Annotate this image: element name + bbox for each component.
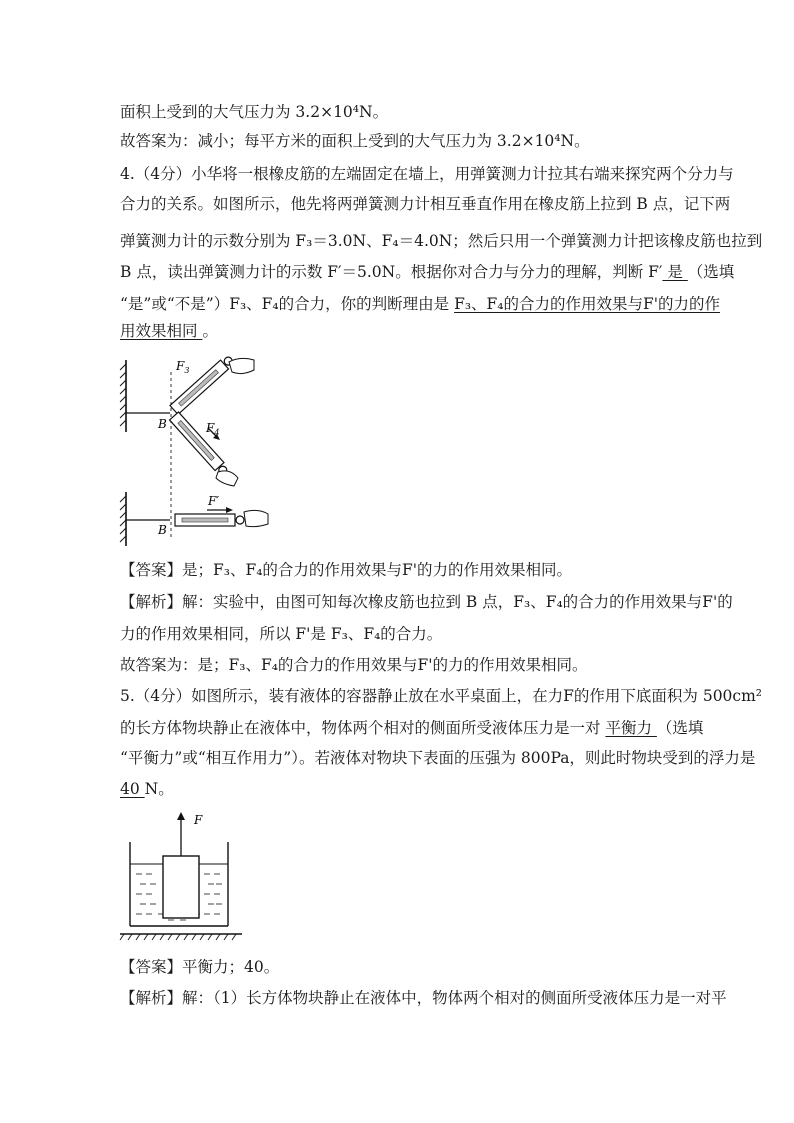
text-segment: 。 [202,322,218,340]
text-line [120,262,734,282]
text-line [120,718,703,738]
text-line: 合力的关系。如图所示，他先将两弹簧测力计相互垂直作用在橡皮筋上拉到 B 点，记下两 [120,195,731,213]
answer-line: 【答案】是；F₃、F₄的合力的作用效果与F'的力的作用效果相同。 [120,561,572,579]
text-line [120,321,218,341]
label-f4: $F_4$ [206,421,220,437]
liquid-container-figure [118,808,248,942]
answer-blank: 是 [662,263,688,281]
analysis-line: 【解析】解：实验中，由图可知每次橡皮筋也拉到 B 点，F₃、F₄的合力的作用效果与F'的 [120,593,733,611]
text-segment: B 点，读出弹簧测力计的示数 F′＝5.0N。根据你对合力与分力的理解，判断 F′ [120,263,663,281]
answer-blank: 平衡力 [605,719,657,737]
text-line [120,294,720,314]
text-line: “平衡力”或“相互作用力”）。若液体对物块下表面的压强为 800Pa，则此时物块受到的浮力是 [120,749,756,767]
text-segment: “是”或“不是”）F₃、F₄的合力，你的判断理由是 [120,295,455,313]
analysis-line: 【解析】解：（1）长方体物块静止在液体中，物体两个相对的侧面所受液体压力是一对平 [120,989,727,1007]
answer-blank: 用效果相同 [120,322,203,340]
label-force: F [194,813,203,827]
text-segment: 的长方体物块静止在液体中，物体两个相对的侧面所受液体压力是一对 [120,719,606,737]
label-b-bottom: B [158,523,167,537]
spring-scale-figure [112,350,272,550]
label-f3: $F_3$ [176,359,190,375]
answer-line: 【答案】平衡力；40。 [120,958,280,976]
text-segment: （选填 [687,263,735,281]
text-segment: N。 [144,780,174,798]
text-line: 故答案为：是；F₃、F₄的合力的作用效果与F'的力的作用效果相同。 [120,656,588,674]
label-b-top: B [158,417,167,431]
text-line: 面积上受到的大气压力为 3.2×10⁴N。 [120,103,389,121]
answer-blank: F₃、F₄的合力的作用效果与F'的力的作 [454,295,721,313]
text-line: 弹簧测力计的示数分别为 F₃＝3.0N、F₄＝4.0N；然后只用一个弹簧测力计把该橡皮筋也拉到 [120,232,763,250]
text-segment: （选填 [656,719,704,737]
answer-blank: 40 [120,780,145,798]
label-fprime: F′ [208,494,220,508]
question-4-line: 4.（4分）小华将一根橡皮筋的左端固定在墙上，用弹簧测力计拉其右端来探究两个分力与 [120,165,734,183]
text-line [120,779,174,799]
text-line: 力的作用效果相同，所以 F'是 F₃、F₄的合力。 [120,625,443,643]
text-line: 故答案为：减小；每平方米的面积上受到的大气压力为 3.2×10⁴N。 [120,132,590,150]
question-5-line: 5.（4分）如图所示，装有液体的容器静止放在水平桌面上，在力F的作用下底面积为 500cm² [120,687,763,705]
